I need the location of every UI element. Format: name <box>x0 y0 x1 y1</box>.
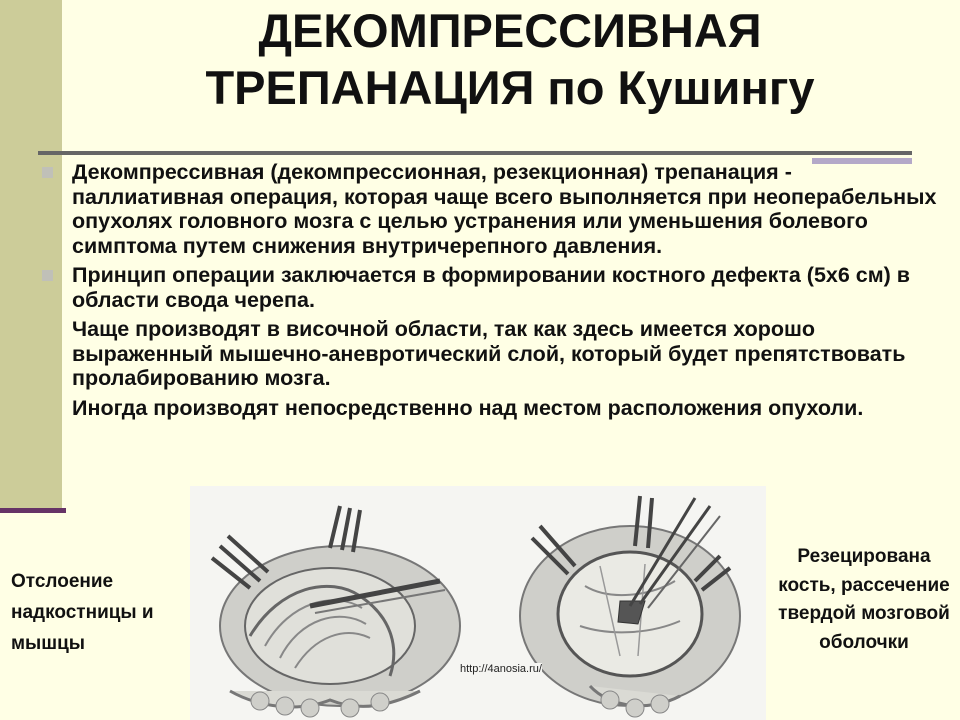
slide-title <box>110 2 910 116</box>
paragraph-temporal-region <box>72 317 942 391</box>
paragraph-text: Иногда производят непосредственно над местом расположения опухоли. <box>72 395 864 420</box>
illustration-periosteum-retraction <box>212 506 460 717</box>
title-line-1: ДЕКОМПРЕССИВНАЯ <box>258 4 762 57</box>
paragraph-principle <box>72 263 942 312</box>
left-band-accent-line <box>0 508 66 513</box>
paragraph-definition <box>72 160 942 258</box>
left-decorative-band <box>0 0 62 512</box>
bullet-square-icon <box>42 167 53 178</box>
surgical-illustration <box>190 486 766 720</box>
title-divider <box>38 151 912 155</box>
caption-right: Резецирована кость, рассечение твердой мозговой оболочки <box>778 546 950 653</box>
paragraph-tumor-site <box>72 396 942 421</box>
caption-left: Отслоение надкостницы и мышцы <box>11 571 154 654</box>
title-line-2: ТРЕПАНАЦИЯ по Кушингу <box>205 61 815 114</box>
paragraph-text: Чаще производят в височной области, так как здесь имеется хорошо выраженный мышечно-аневротический слой, который будет препятствовать пролабированию мозга. <box>72 317 906 390</box>
slide-body <box>72 160 942 425</box>
illustration-dura-incision <box>520 496 740 717</box>
image-source-link[interactable]: http://4anosia.ru/ <box>460 663 542 675</box>
paragraph-text: Декомпрессивная (декомпрессионная, резекционная) трепанация - паллиативная операция, которая чаще всего выполняется при неоперабельных опухолях головного мозга с целью устранения или уменьшения болевого симптома путем снижения внутричерепного давления. <box>72 160 937 258</box>
bullet-square-icon <box>42 270 53 281</box>
surgical-illustration-drawing <box>190 486 766 720</box>
paragraph-text: Принцип операции заключается в формировании костного дефекта (5х6 см) в области свода черепа. <box>72 263 911 312</box>
